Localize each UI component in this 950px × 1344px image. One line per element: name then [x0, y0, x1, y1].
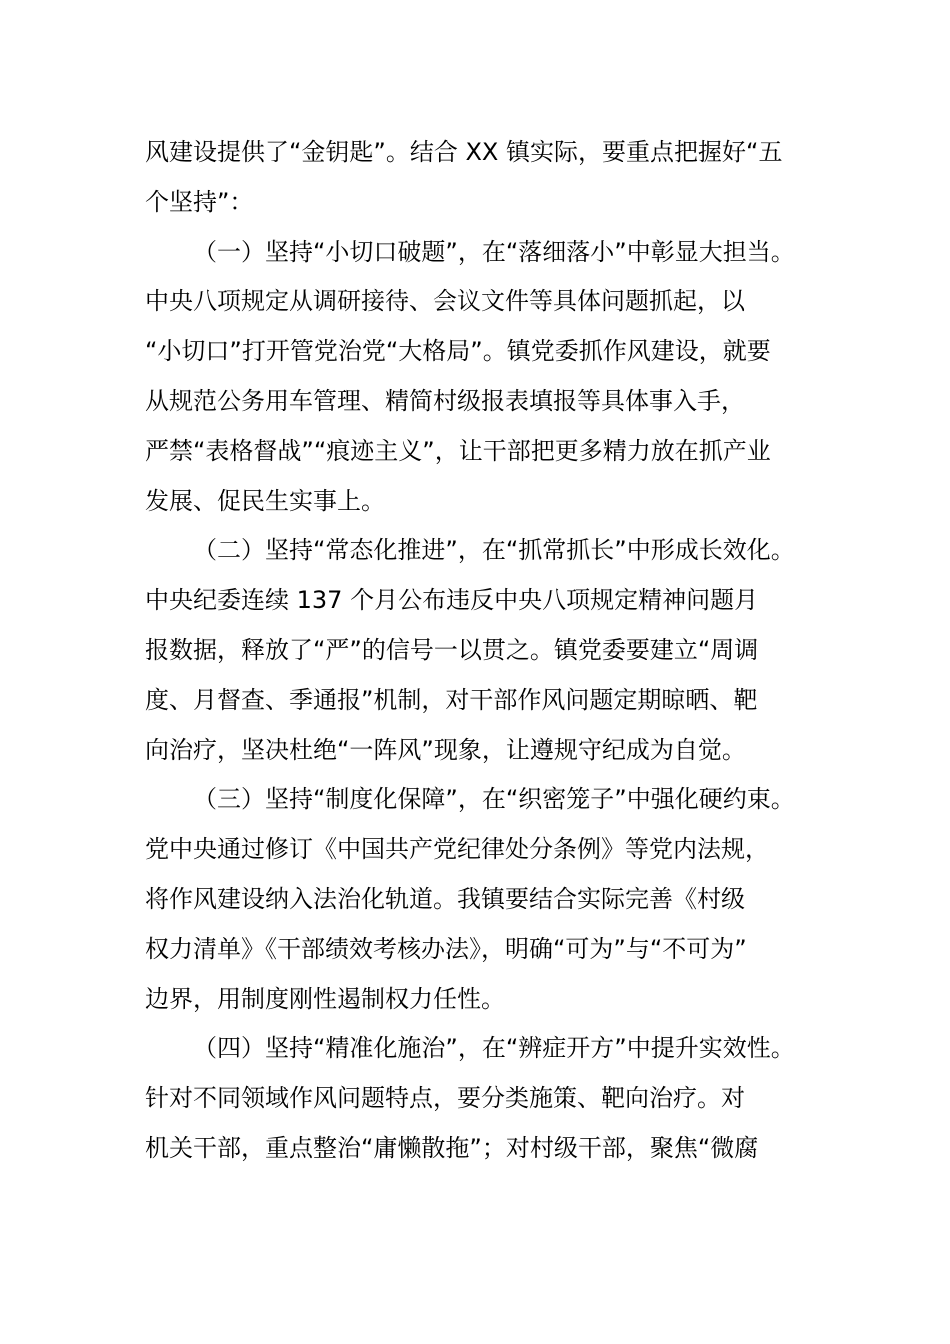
text-line: 机关干部，重点整治“庸懒散拖”；对村级干部，聚焦“微腐 — [145, 1133, 759, 1162]
text-line: 将作风建设纳入法治化轨道。我镇要结合实际完善《村级 — [145, 884, 745, 913]
text-line: 风建设提供了“金钥匙”。结合 XX 镇实际，要重点把握好“五 — [145, 138, 783, 166]
section-heading-line: （一）坚持“小切口破题”，在“落细落小”中彰显大担当。 — [193, 237, 795, 266]
text-line: 个坚持”： — [145, 187, 254, 216]
text-line: 发展、促民生实事上。 — [145, 486, 385, 515]
text-line: 党中央通过修订《中国共产党纪律处分条例》等党内法规， — [145, 835, 769, 864]
section-heading-line: （二）坚持“常态化推进”，在“抓常抓长”中形成长效化。 — [193, 536, 795, 565]
text-line: 针对不同领域作风问题特点，要分类施策、靶向治疗。对 — [145, 1084, 745, 1113]
text-line: 向治疗，坚决杜绝“一阵风”现象，让遵规守纪成为自觉。 — [145, 735, 746, 764]
document-body — [145, 128, 810, 1174]
text-line: 权力清单》《干部绩效考核办法》，明确“可为”与“不可为” — [145, 934, 747, 963]
text-line: 边界，用制度刚性遏制权力任性。 — [145, 984, 505, 1013]
section-heading-line: （三）坚持“制度化保障”，在“织密笼子”中强化硬约束。 — [193, 785, 795, 814]
text-line: 严禁“表格督战”“痕迹主义”，让干部把更多精力放在抓产业 — [145, 436, 771, 465]
text-line: 度、月督查、季通报”机制，对干部作风问题定期晾晒、靶 — [145, 685, 758, 714]
text-line: 中央八项规定从调研接待、会议文件等具体问题抓起，以 — [145, 287, 745, 316]
section-heading-line: （四）坚持“精准化施治”，在“辨症开方”中提升实效性。 — [193, 1034, 795, 1063]
text-line: 中央纪委连续 137 个月公布违反中央八项规定精神问题月 — [145, 586, 759, 615]
text-line: “小切口”打开管党治党“大格局”。镇党委抓作风建设，就要 — [145, 337, 771, 366]
text-line: 报数据，释放了“严”的信号一以贯之。镇党委要建立“周调 — [145, 635, 759, 664]
text-line: 从规范公务用车管理、精简村级报表填报等具体事入手， — [145, 386, 745, 415]
